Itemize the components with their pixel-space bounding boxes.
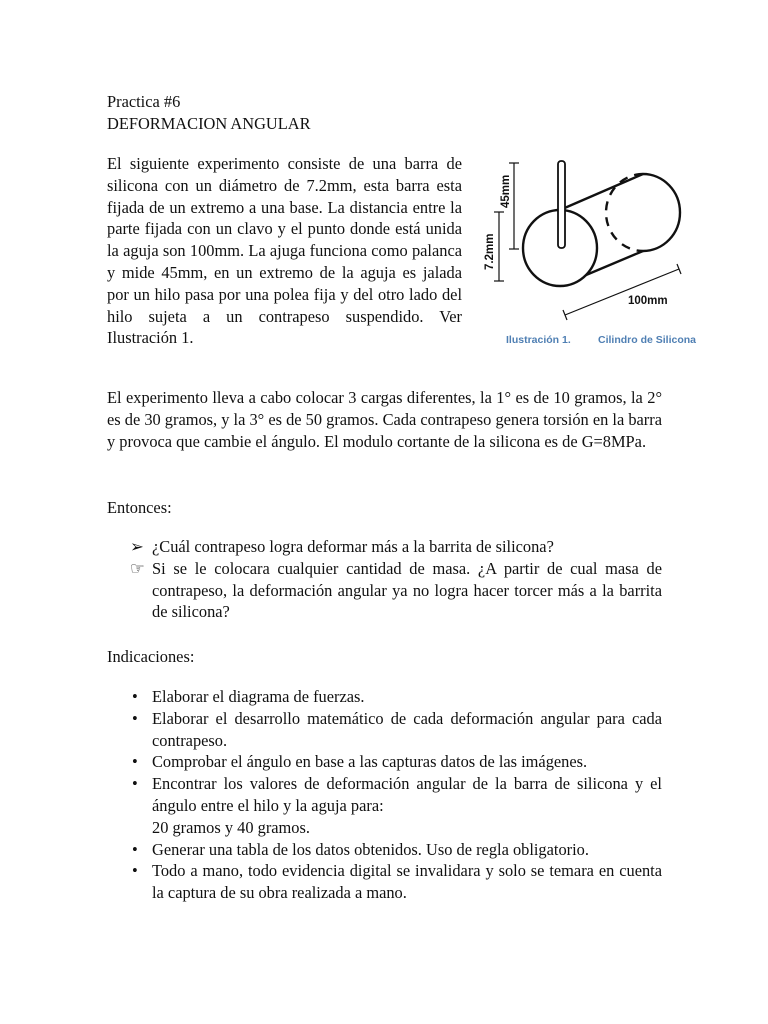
needle (558, 161, 565, 248)
page-title: DEFORMACION ANGULAR (107, 113, 311, 133)
indications-list (130, 686, 662, 904)
figure-caption-number: Ilustración 1. (506, 334, 571, 346)
indication-text: Todo a mano, todo evidencia digital se invalidara y solo se temara en cuenta la captura de su obra realizada a mano. (152, 861, 662, 903)
bullet-icon: • (132, 687, 138, 706)
indication-text: Comprobar el ángulo en base a las capturas datos de las imágenes. (152, 752, 588, 772)
label-100mm: 100mm (628, 295, 668, 307)
indication-text: Elaborar el desarrollo matemático de cada deformación angular para cada contrapeso. (152, 708, 662, 750)
indication-text: Generar una tabla de los datos obtenidos. Uso de regla obligatorio. (152, 839, 589, 859)
bullet-icon: • (132, 861, 138, 881)
dimension-45mm (500, 163, 519, 249)
indication-text: Encontrar los valores de deformación angular de la barra de silicona y el ángulo entre el hilo y la aguja para: (152, 774, 662, 815)
bullet-icon: • (132, 752, 138, 772)
silicone-cylinder (523, 174, 680, 286)
indications-label: Indicaciones: (107, 647, 195, 666)
entonces-label: Entonces: (107, 498, 172, 517)
indication-extra-text: 20 gramos y 40 gramos. (152, 817, 310, 837)
intro-paragraph: El siguiente experimento consiste de una barra de silicona con un diámetro de 7.2mm, esta barra esta fijada de un extremo a una base. La distancia entre la parte fijada con un clavo y el punto donde está unida la aguja son 100mm. La ajuga funciona como palanca y mide 45mm, en un extremo de la aguja es jalada por un hilo pasa por una polea fija y del otro lado del hilo sujeta a un contrapeso suspendido. Ver Ilustración 1. (107, 154, 462, 348)
indication-item (130, 773, 662, 838)
experiment-paragraph: El experimento lleva a cabo colocar 3 cargas diferentes, la 1° es de 10 gramos, la 2° es de 30 gramos, y la 3° es de 50 gramos. Cada contrapeso genera torsión en la barra y provoca que cambie el ángulo. El modulo cortante de la silicona es de G=8MPa. (107, 388, 663, 451)
bullet-icon: • (132, 839, 138, 859)
question-item (130, 536, 662, 558)
indication-item (130, 860, 662, 904)
indication-item (130, 839, 662, 861)
dimension-7-2mm (484, 212, 504, 281)
indication-item (130, 751, 662, 773)
title-block (107, 91, 507, 135)
label-45mm: 45mm (500, 174, 512, 208)
arrow-bullet-icon: ➢ (130, 537, 144, 556)
indication-item (130, 708, 662, 752)
label-7-2mm: 7.2mm (484, 233, 496, 270)
bullet-icon: • (132, 774, 138, 794)
cylinder-illustration (478, 150, 693, 355)
indication-item (130, 686, 662, 708)
question-item (130, 558, 662, 623)
indication-text: Elaborar el diagrama de fuerzas. (152, 687, 365, 706)
figure-caption-text: Cilindro de Silicona (598, 334, 697, 346)
question-text: ¿Cuál contrapeso logra deformar más a la barrita de silicona? (152, 537, 554, 556)
practice-number: Practica #6 (107, 92, 181, 111)
question-text: Si se le colocara cualquier cantidad de masa. ¿A partir de cual masa de contrapeso, la deformación angular ya no logra hacer torcer más a la barrita de silicona? (152, 558, 662, 622)
questions-list (130, 536, 662, 623)
pointing-hand-bullet-icon: ☞ (130, 558, 145, 578)
bullet-icon: • (132, 708, 138, 728)
